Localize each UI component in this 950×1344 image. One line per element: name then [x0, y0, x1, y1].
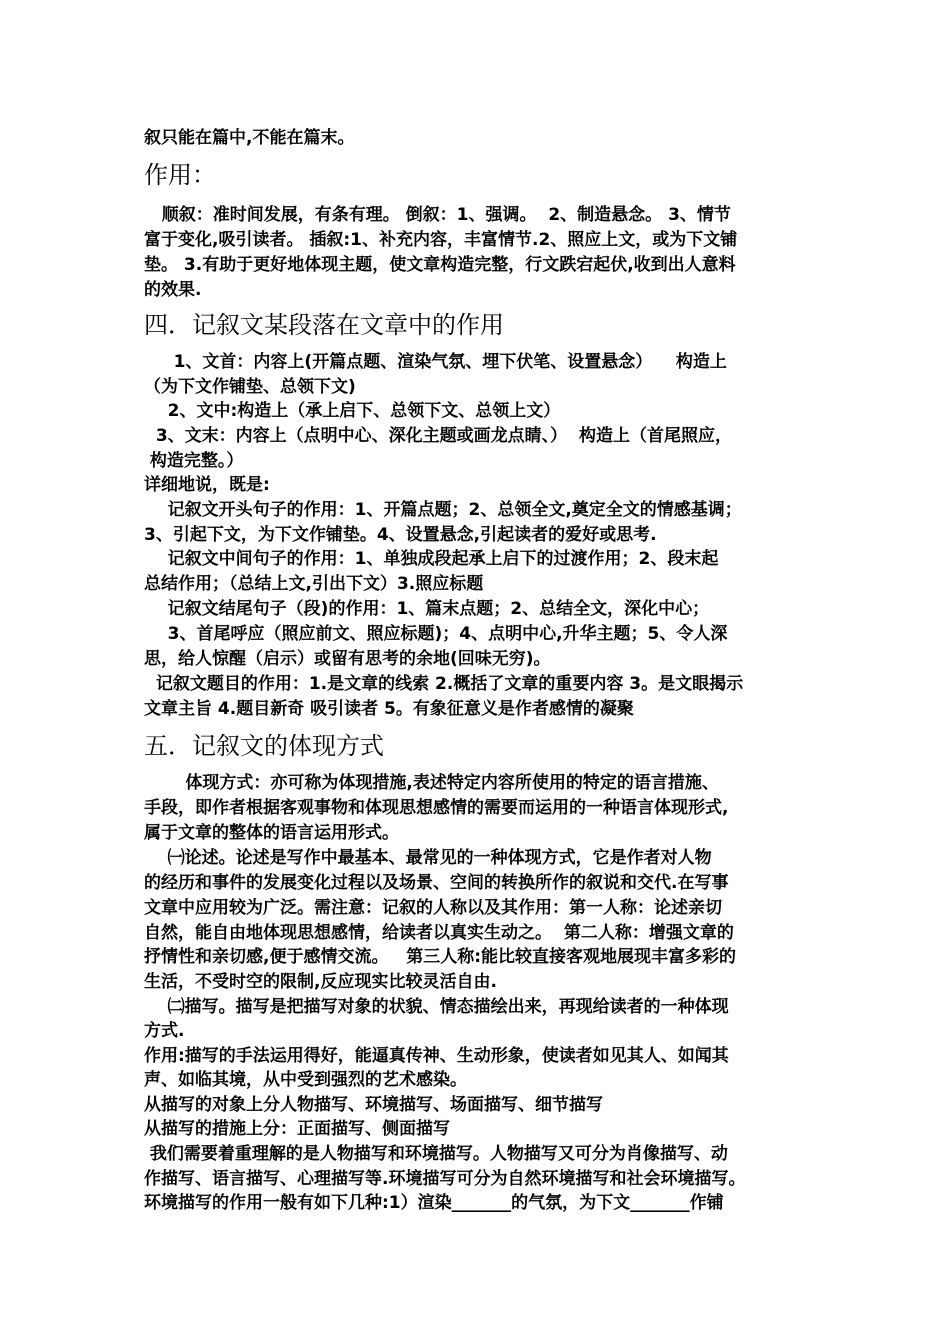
text-line: 总结作用；（总结上文,引出下文）3.照应标题	[144, 574, 484, 594]
text-line: 思，给人惊醒（启示）或留有思考的余地(回味无穷)。	[144, 649, 551, 669]
text-line: 作描写、语言描写、心理描写等.环境描写可分为自然环境描写和社会环境描写。	[144, 1169, 746, 1189]
text-line: 手段，即作者根据客观事物和体现思想感情的需要而运用的一种语言体现形式,	[144, 798, 729, 818]
text-line: 3、文末：内容上（点明中心、深化主题或画龙点睛、） 构造上（首尾照应，	[144, 426, 733, 446]
text-line: 的经历和事件的发展变化过程以及场景、空间的转换所作的叙说和交代.在写事	[144, 873, 729, 893]
heading-section-4: 四．记叙文某段落在文章中的作用	[144, 311, 504, 339]
text-line: 顺叙：准时间发展，有条有理。 倒叙：1、强调。 2、制造悬念。 3、情节	[144, 205, 731, 225]
text-line: ㈠论述。论述是写作中最基本、最常见的一种体现方式，它是作者对人物	[144, 848, 712, 868]
text-line: 自然，能自由地体现思想感情，给读者以真实生动之。 第二人称：增强文章的	[144, 923, 734, 943]
text-line: 的效果.	[144, 280, 202, 300]
text-line: 方式.	[144, 1021, 185, 1041]
text-line: 从描写的对象上分人物描写、环境描写、场面描写、细节描写	[144, 1095, 603, 1115]
text-line: 文章主旨 4.题目新奇 吸引读者 5。有象征意义是作者感情的凝聚	[144, 699, 634, 719]
text-line: 2、文中:构造上（承上启下、总领下文、总领上文）	[144, 401, 561, 421]
text-line: 环境描写的作用一般有如下几种:1）渲染_______的气氛，为下文_______作铺	[144, 1193, 724, 1213]
text-line: 构造完整。）	[144, 451, 244, 471]
text-line: 文章中应用较为广泛。需注意：记叙的人称以及其作用：第一人称：论述亲切	[144, 898, 722, 918]
text-line: 声、如临其境，从中受到强烈的艺术感染。	[144, 1070, 467, 1090]
text-line: 富于变化,吸引读者。 插叙:1、补充内容，丰富情节.2、照应上文，或为下文铺	[144, 230, 738, 250]
text-line: 我们需要着重理解的是人物描写和环境描写。人物描写又可分为肖像描写、动	[144, 1144, 728, 1164]
heading-zuoyong: 作用：	[144, 161, 216, 189]
text-line: ㈡描写。描写是把描写对象的状貌、情态描绘出来，再现给读者的一种体现	[144, 997, 729, 1017]
text-line: 垫。 3.有助于更好地体现主题，使文章构造完整，行文跌宕起伏,收到出人意料	[144, 255, 736, 275]
text-line: 体现方式：亦可称为体现措施,表述特定内容所使用的特定的语言措施、	[144, 773, 719, 793]
text-line: 记叙文结尾句子（段)的作用：1、篇末点题；2、总结全文，深化中心；	[144, 599, 710, 619]
text-line: 作用:描写的手法运用得好，能逼真传神、生动形象，使读者如见其人、如闻其	[144, 1046, 729, 1066]
text-line: 记叙文开头句子的作用：1、开篇点题；2、总领全文,奠定全文的情感基调；	[144, 500, 742, 520]
text-line: 3、首尾呼应（照应前文、照应标题)；4、点明中心,升华主题；5、令人深	[144, 624, 728, 644]
text-line: 详细地说，既是:	[144, 475, 270, 495]
text-line: 从描写的措施上分：正面描写、侧面描写	[144, 1119, 450, 1139]
text-line: （为下文作铺垫、总领下文)	[144, 377, 356, 397]
text-line: 叙只能在篇中,不能在篇末。	[144, 128, 355, 148]
text-line: 抒情性和亲切感,便于感情交流。 第三人称:能比较直接客观地展现丰富多彩的	[144, 947, 737, 967]
text-line: 生活，不受时空的限制,反应现实比较灵活自由.	[144, 972, 497, 992]
text-line: 属于文章的整体的语言运用形式。	[144, 823, 399, 843]
text-line: 1、文首：内容上(开篇点题、渲染气氛、埋下伏笔、设置悬念） 构造上	[144, 352, 727, 372]
heading-section-5: 五．记叙文的体现方式	[144, 732, 384, 760]
text-line: 记叙文中间句子的作用：1、单独成段起承上启下的过渡作用；2、段末起	[144, 549, 719, 569]
text-line: 3、引起下文，为下文作铺垫。4、设置悬念,引起读者的爱好或思考.	[144, 525, 657, 545]
text-line: 记叙文题目的作用：1.是文章的线索 2.概括了文章的重要内容 3。是文眼揭示	[144, 674, 744, 694]
